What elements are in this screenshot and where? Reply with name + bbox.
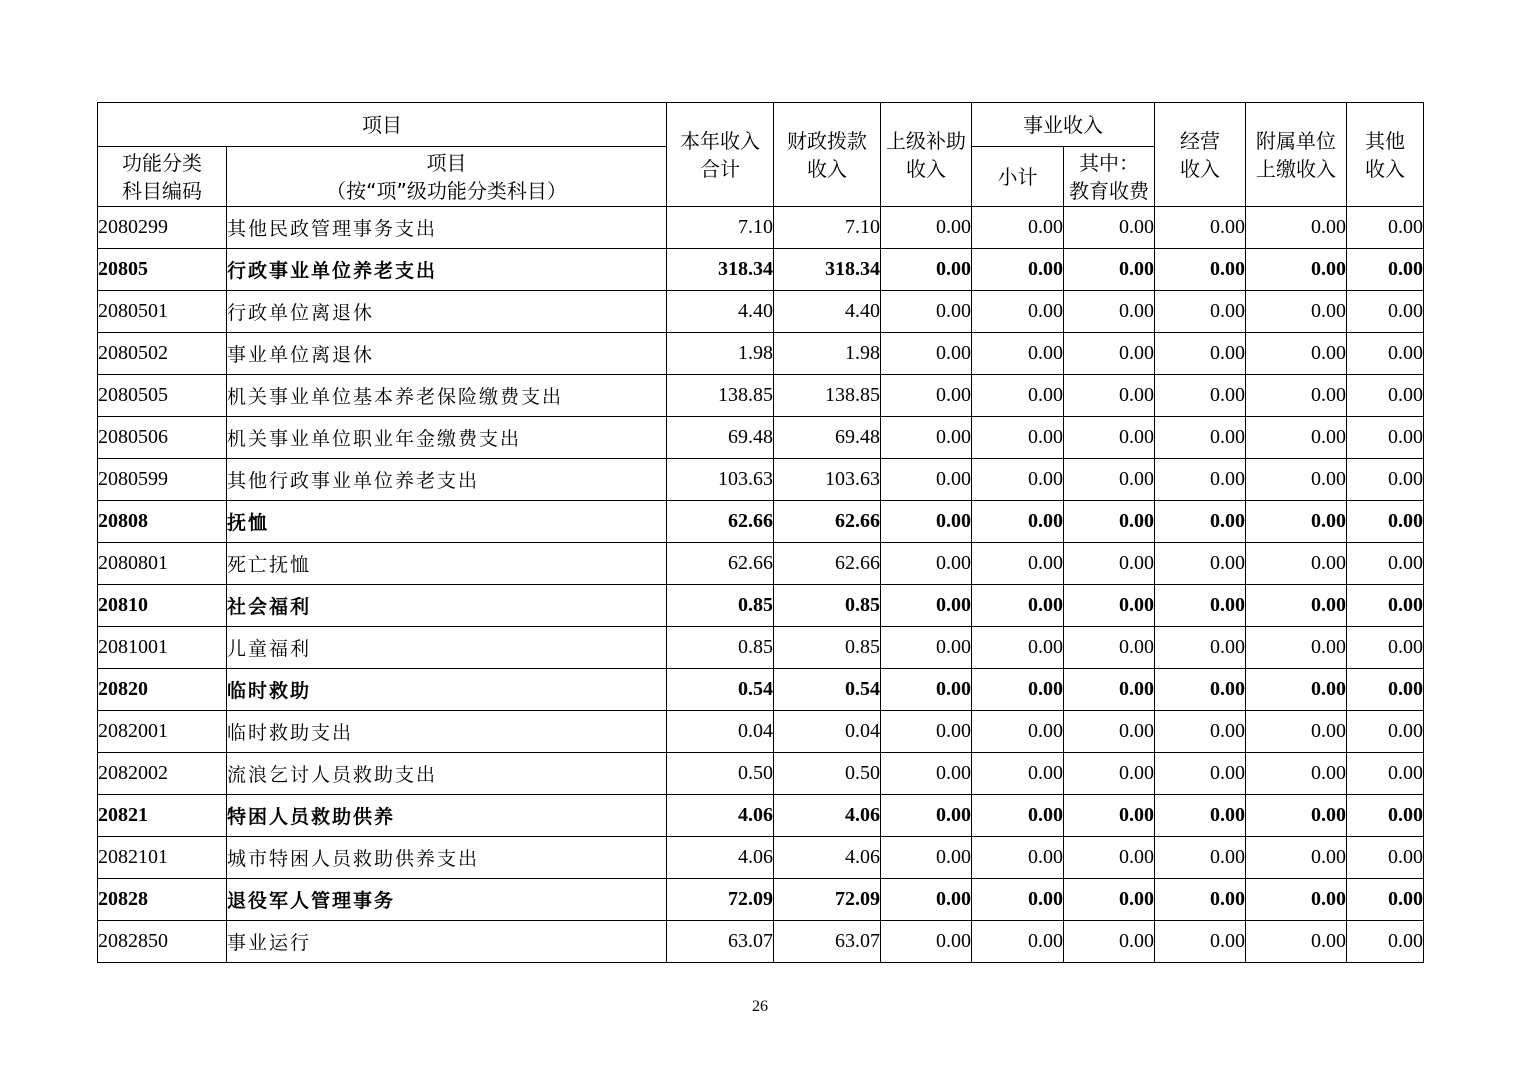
row-value: 0.00 — [1064, 711, 1155, 753]
row-value: 0.00 — [1064, 459, 1155, 501]
row-code: 2082002 — [98, 753, 227, 795]
table-row — [98, 795, 1424, 837]
row-value: 0.00 — [1246, 753, 1347, 795]
header-edu-line1: 其中： — [1079, 150, 1139, 175]
row-value: 0.00 — [1246, 837, 1347, 879]
row-item-name: 事业单位离退休 — [227, 333, 667, 375]
row-value: 0.00 — [1064, 249, 1155, 291]
row-value: 0.00 — [1155, 879, 1246, 921]
row-value: 0.00 — [1347, 627, 1424, 669]
row-value: 0.00 — [1347, 501, 1424, 543]
row-value: 0.50 — [667, 753, 774, 795]
row-value: 0.00 — [881, 921, 972, 963]
row-value: 0.00 — [972, 795, 1064, 837]
row-code: 20808 — [98, 501, 227, 543]
row-value: 0.00 — [1347, 543, 1424, 585]
header-subsidy-line2: 收入 — [906, 156, 946, 181]
row-value: 0.50 — [774, 753, 881, 795]
table-row — [98, 669, 1424, 711]
table-row — [98, 249, 1424, 291]
table-row — [98, 459, 1424, 501]
row-value: 0.00 — [881, 669, 972, 711]
row-value: 0.00 — [972, 585, 1064, 627]
row-value: 0.00 — [972, 543, 1064, 585]
row-value: 0.00 — [1064, 417, 1155, 459]
row-value: 0.00 — [881, 333, 972, 375]
row-value: 0.00 — [1064, 627, 1155, 669]
table-row — [98, 711, 1424, 753]
row-value: 0.00 — [972, 753, 1064, 795]
row-value: 0.00 — [1064, 333, 1155, 375]
header-operating-line1: 经营 — [1180, 128, 1220, 153]
row-value: 0.00 — [881, 291, 972, 333]
row-item-name: 死亡抚恤 — [227, 543, 667, 585]
header-subtotal: 小计 — [972, 147, 1064, 207]
row-value: 0.00 — [972, 417, 1064, 459]
row-value: 0.00 — [1155, 249, 1246, 291]
header-other-line1: 其他 — [1365, 128, 1405, 153]
header-other — [1347, 103, 1424, 207]
row-value: 0.00 — [1347, 879, 1424, 921]
row-item-name: 儿童福利 — [227, 627, 667, 669]
row-value: 0.00 — [1347, 837, 1424, 879]
row-value: 62.66 — [774, 501, 881, 543]
table-row — [98, 585, 1424, 627]
row-code: 2080506 — [98, 417, 227, 459]
row-value: 0.00 — [1155, 291, 1246, 333]
row-value: 0.00 — [1246, 795, 1347, 837]
row-item-name: 城市特困人员救助供养支出 — [227, 837, 667, 879]
row-value: 318.34 — [667, 249, 774, 291]
row-value: 0.00 — [1347, 417, 1424, 459]
row-value: 0.00 — [1155, 837, 1246, 879]
row-value: 0.85 — [774, 627, 881, 669]
table-row — [98, 333, 1424, 375]
row-value: 0.00 — [881, 501, 972, 543]
header-total-line1: 本年收入 — [680, 128, 760, 153]
row-value: 0.00 — [972, 333, 1064, 375]
row-value: 0.04 — [667, 711, 774, 753]
row-value: 1.98 — [774, 333, 881, 375]
row-value: 4.40 — [774, 291, 881, 333]
table-row — [98, 291, 1424, 333]
row-value: 0.00 — [1155, 375, 1246, 417]
row-value: 0.00 — [1246, 585, 1347, 627]
row-value: 0.00 — [1155, 627, 1246, 669]
row-value: 0.00 — [1246, 501, 1347, 543]
row-value: 103.63 — [667, 459, 774, 501]
table-row — [98, 501, 1424, 543]
row-value: 0.00 — [1347, 585, 1424, 627]
header-project: 项目 — [98, 103, 667, 147]
header-operating-line2: 收入 — [1180, 156, 1220, 181]
row-value: 62.66 — [667, 543, 774, 585]
row-value: 0.00 — [1155, 795, 1246, 837]
row-item-name: 事业运行 — [227, 921, 667, 963]
row-value: 0.00 — [881, 795, 972, 837]
row-code: 20820 — [98, 669, 227, 711]
table-row — [98, 417, 1424, 459]
row-value: 0.00 — [1155, 333, 1246, 375]
row-value: 0.00 — [972, 921, 1064, 963]
row-value: 0.85 — [667, 585, 774, 627]
page-number: 26 — [752, 998, 768, 1015]
header-edu-fee — [1064, 147, 1155, 207]
row-value: 0.00 — [881, 585, 972, 627]
row-value: 0.00 — [881, 627, 972, 669]
row-code: 2080505 — [98, 375, 227, 417]
row-value: 0.00 — [1155, 543, 1246, 585]
row-value: 0.00 — [1246, 627, 1347, 669]
row-value: 0.00 — [881, 711, 972, 753]
row-value: 0.00 — [1347, 753, 1424, 795]
row-value: 0.00 — [1064, 375, 1155, 417]
header-fiscal-line1: 财政拨款 — [787, 128, 867, 153]
row-item-name: 退役军人管理事务 — [227, 879, 667, 921]
header-edu-line2: 教育收费 — [1069, 178, 1149, 203]
row-value: 0.00 — [1246, 333, 1347, 375]
row-value: 0.00 — [1064, 501, 1155, 543]
row-value: 0.00 — [1246, 291, 1347, 333]
header-subsidy-line1: 上级补助 — [886, 128, 966, 153]
header-operating — [1155, 103, 1246, 207]
row-value: 4.40 — [667, 291, 774, 333]
row-value: 4.06 — [774, 837, 881, 879]
row-value: 0.00 — [881, 207, 972, 249]
row-item-name: 机关事业单位基本养老保险缴费支出 — [227, 375, 667, 417]
row-value: 0.00 — [1064, 879, 1155, 921]
row-value: 103.63 — [774, 459, 881, 501]
header-affiliate — [1246, 103, 1347, 207]
row-value: 0.04 — [774, 711, 881, 753]
row-item-name: 特困人员救助供养 — [227, 795, 667, 837]
row-value: 0.00 — [1155, 669, 1246, 711]
row-value: 0.00 — [1155, 501, 1246, 543]
row-value: 0.00 — [881, 375, 972, 417]
header-business: 事业收入 — [972, 103, 1155, 147]
row-value: 0.00 — [881, 837, 972, 879]
row-value: 0.00 — [1064, 543, 1155, 585]
row-code: 2081001 — [98, 627, 227, 669]
row-value: 0.00 — [1064, 585, 1155, 627]
row-value: 0.00 — [1155, 921, 1246, 963]
row-value: 0.00 — [1347, 207, 1424, 249]
row-value: 0.00 — [1155, 207, 1246, 249]
table-header — [98, 103, 1424, 207]
row-value: 0.00 — [1064, 291, 1155, 333]
row-value: 0.00 — [881, 249, 972, 291]
row-value: 0.00 — [1246, 543, 1347, 585]
header-subsidy — [881, 103, 972, 207]
row-code: 20828 — [98, 879, 227, 921]
row-value: 0.00 — [972, 837, 1064, 879]
row-value: 0.00 — [972, 249, 1064, 291]
row-item-name: 抚恤 — [227, 501, 667, 543]
header-affiliate-line2: 上缴收入 — [1256, 156, 1336, 181]
row-value: 0.00 — [1155, 711, 1246, 753]
budget-table — [97, 102, 1424, 963]
row-value: 0.00 — [1246, 459, 1347, 501]
row-value: 62.66 — [774, 543, 881, 585]
header-item-line1: 项目 — [426, 150, 467, 175]
row-code: 2082001 — [98, 711, 227, 753]
row-code: 2080502 — [98, 333, 227, 375]
row-value: 0.00 — [881, 753, 972, 795]
row-value: 0.00 — [1246, 207, 1347, 249]
row-value: 0.00 — [1064, 669, 1155, 711]
row-value: 0.00 — [1246, 879, 1347, 921]
row-value: 0.00 — [1155, 417, 1246, 459]
row-value: 0.00 — [1246, 669, 1347, 711]
row-code: 2080299 — [98, 207, 227, 249]
row-value: 63.07 — [774, 921, 881, 963]
header-fiscal — [774, 103, 881, 207]
row-value: 72.09 — [667, 879, 774, 921]
row-value: 0.00 — [972, 375, 1064, 417]
row-value: 0.00 — [1155, 585, 1246, 627]
row-value: 1.98 — [667, 333, 774, 375]
row-code: 2082850 — [98, 921, 227, 963]
header-total-line2: 合计 — [700, 156, 740, 181]
row-item-name: 机关事业单位职业年金缴费支出 — [227, 417, 667, 459]
row-value: 0.00 — [881, 417, 972, 459]
row-item-name: 其他民政管理事务支出 — [227, 207, 667, 249]
row-value: 0.00 — [1246, 417, 1347, 459]
table-row — [98, 375, 1424, 417]
row-value: 138.85 — [667, 375, 774, 417]
row-item-name: 流浪乞讨人员救助支出 — [227, 753, 667, 795]
table-row — [98, 543, 1424, 585]
row-value: 0.85 — [667, 627, 774, 669]
row-code: 2082101 — [98, 837, 227, 879]
row-value: 4.06 — [667, 837, 774, 879]
row-value: 0.00 — [972, 669, 1064, 711]
row-value: 318.34 — [774, 249, 881, 291]
row-value: 0.00 — [1347, 291, 1424, 333]
header-code-line2: 科目编码 — [122, 178, 202, 203]
row-value: 0.54 — [667, 669, 774, 711]
header-affiliate-line1: 附属单位 — [1256, 128, 1336, 153]
table-row — [98, 627, 1424, 669]
row-value: 0.00 — [1155, 459, 1246, 501]
row-value: 0.00 — [972, 627, 1064, 669]
row-value: 0.00 — [1246, 711, 1347, 753]
row-value: 0.00 — [1064, 795, 1155, 837]
row-item-name: 其他行政事业单位养老支出 — [227, 459, 667, 501]
row-value: 0.00 — [1347, 795, 1424, 837]
table-row — [98, 837, 1424, 879]
row-value: 69.48 — [774, 417, 881, 459]
table-row — [98, 879, 1424, 921]
row-item-name: 临时救助支出 — [227, 711, 667, 753]
row-value: 0.00 — [1064, 207, 1155, 249]
row-value: 0.00 — [972, 711, 1064, 753]
row-code: 2080599 — [98, 459, 227, 501]
row-value: 0.00 — [1064, 753, 1155, 795]
row-value: 0.00 — [1155, 753, 1246, 795]
header-other-line2: 收入 — [1365, 156, 1405, 181]
table-row — [98, 921, 1424, 963]
row-code: 20821 — [98, 795, 227, 837]
row-value: 62.66 — [667, 501, 774, 543]
row-value: 0.00 — [1347, 711, 1424, 753]
row-value: 138.85 — [774, 375, 881, 417]
header-code — [98, 147, 227, 207]
row-value: 0.00 — [881, 543, 972, 585]
row-value: 0.85 — [774, 585, 881, 627]
row-value: 0.00 — [1064, 837, 1155, 879]
row-value: 0.00 — [1347, 921, 1424, 963]
row-value: 0.00 — [1347, 249, 1424, 291]
table-row — [98, 207, 1424, 249]
header-item — [227, 147, 667, 207]
row-value: 0.00 — [881, 459, 972, 501]
row-value: 0.00 — [1347, 459, 1424, 501]
row-value: 0.00 — [1246, 921, 1347, 963]
table-row — [98, 753, 1424, 795]
row-item-name: 社会福利 — [227, 585, 667, 627]
row-value: 0.54 — [774, 669, 881, 711]
row-item-name: 行政单位离退休 — [227, 291, 667, 333]
row-value: 0.00 — [972, 459, 1064, 501]
row-value: 0.00 — [1064, 921, 1155, 963]
row-value: 0.00 — [972, 207, 1064, 249]
row-value: 69.48 — [667, 417, 774, 459]
header-item-line2: （按“项”级功能分类科目） — [326, 178, 567, 203]
row-value: 0.00 — [1347, 375, 1424, 417]
row-code: 2080501 — [98, 291, 227, 333]
header-total — [667, 103, 774, 207]
row-value: 0.00 — [1246, 249, 1347, 291]
row-value: 63.07 — [667, 921, 774, 963]
row-value: 0.00 — [1347, 333, 1424, 375]
row-value: 0.00 — [1347, 669, 1424, 711]
header-fiscal-line2: 收入 — [807, 156, 847, 181]
row-value: 4.06 — [774, 795, 881, 837]
row-value: 72.09 — [774, 879, 881, 921]
row-value: 0.00 — [881, 879, 972, 921]
row-code: 20805 — [98, 249, 227, 291]
row-value: 0.00 — [972, 501, 1064, 543]
row-item-name: 行政事业单位养老支出 — [227, 249, 667, 291]
row-value: 7.10 — [774, 207, 881, 249]
row-code: 2080801 — [98, 543, 227, 585]
header-code-line1: 功能分类 — [122, 150, 202, 175]
row-value: 4.06 — [667, 795, 774, 837]
row-value: 0.00 — [1246, 375, 1347, 417]
row-value: 7.10 — [667, 207, 774, 249]
row-item-name: 临时救助 — [227, 669, 667, 711]
table-body — [98, 207, 1424, 963]
row-value: 0.00 — [972, 291, 1064, 333]
row-code: 20810 — [98, 585, 227, 627]
row-value: 0.00 — [972, 879, 1064, 921]
